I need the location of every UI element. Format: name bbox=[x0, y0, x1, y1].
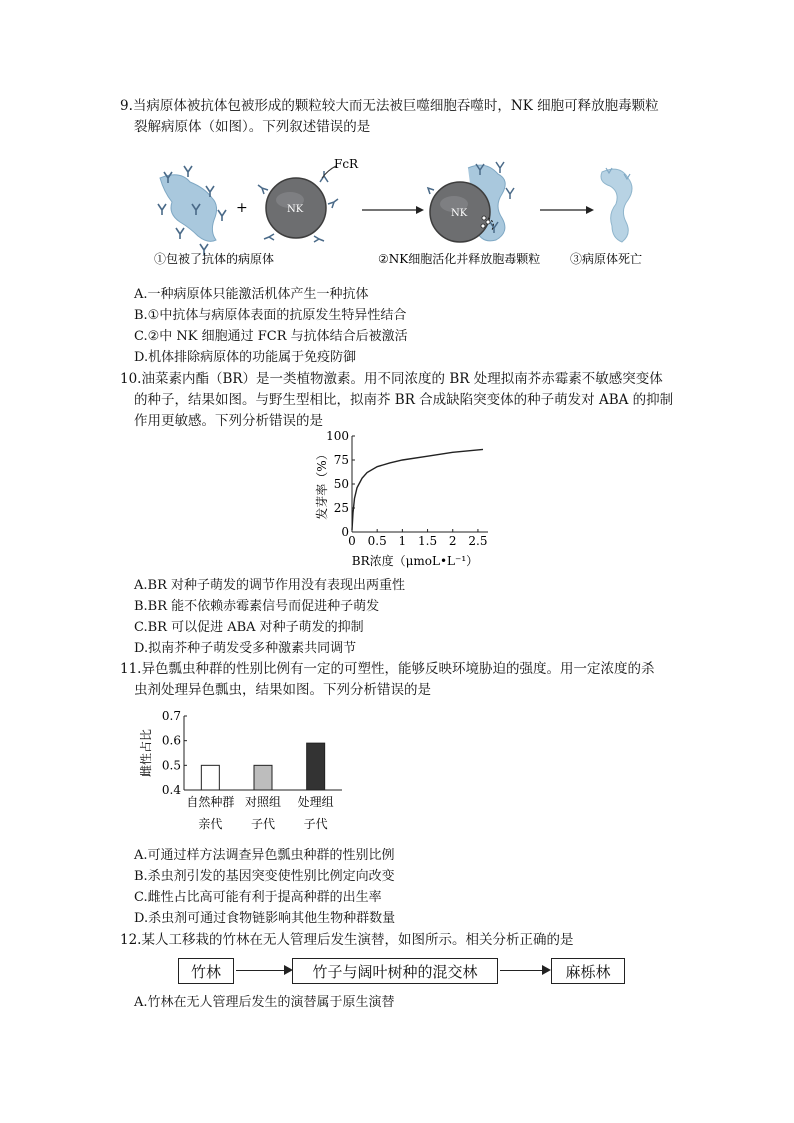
y-axis-label: 雌性占比 bbox=[139, 728, 153, 778]
q9-stem-line2: 裂解病原体（如图）。下列叙述错误的是 bbox=[134, 119, 371, 135]
flow-box-oak-forest: 麻栎林 bbox=[551, 958, 625, 984]
q9-option-a: A.一种病原体只能激活机体产生一种抗体 bbox=[134, 287, 369, 302]
x-tick-label: 1.5 bbox=[418, 534, 438, 548]
q10-option-b: B.BR 能不依赖赤霉素信号而促进种子萌发 bbox=[134, 599, 380, 614]
y-tick-label: 0.4 bbox=[161, 783, 181, 797]
bar bbox=[254, 765, 272, 790]
y-tick-label: 25 bbox=[333, 501, 349, 515]
y-tick-label: 75 bbox=[333, 453, 349, 467]
y-tick-label: 50 bbox=[333, 477, 349, 491]
q9-option-b: B.①中抗体与病原体表面的抗原发生特异性结合 bbox=[134, 308, 407, 323]
x-tick-label: 0 bbox=[348, 534, 356, 548]
y-tick-label: 0.7 bbox=[161, 709, 181, 723]
x-tick-label: 0.5 bbox=[367, 534, 387, 548]
q9-stem-line1: 9.当病原体被抗体包被形成的颗粒较大而无法被巨噬细胞吞噬时，NK 细胞可释放胞毒颗粒 bbox=[120, 98, 659, 114]
figure-caption-2: ②NK细胞活化并释放胞毒颗粒 bbox=[378, 252, 541, 266]
y-tick-label: 0.6 bbox=[161, 733, 181, 748]
q9-option-c: C.②中 NK 细胞通过 FCR 与抗体结合后被激活 bbox=[134, 329, 408, 344]
category-sublabel: 子代 bbox=[303, 817, 328, 831]
plus-sign: + bbox=[236, 200, 248, 216]
q10-stem-line1: 10.油菜素内酯（BR）是一类植物激素。用不同浓度的 BR 处理拟南芥赤霉素不敏感突变体 bbox=[120, 371, 663, 387]
arrow-right-icon bbox=[540, 206, 594, 214]
flow-arrow-line bbox=[236, 970, 286, 971]
category-label: 对照组 bbox=[244, 795, 282, 809]
q11-option-b: B.杀虫剂引发的基因突变使性别比例定向改变 bbox=[134, 869, 395, 884]
y-tick-label: 100 bbox=[326, 429, 349, 443]
category-label: 自然种群 bbox=[186, 795, 235, 809]
q10-stem-line3: 作用更敏感。下列分析错误的是 bbox=[134, 413, 323, 429]
nk-label: NK bbox=[287, 204, 304, 215]
category-label: 处理组 bbox=[297, 795, 334, 809]
category-sublabel: 亲代 bbox=[198, 817, 223, 831]
x-axis-label: BR浓度（μmoL•L⁻¹） bbox=[351, 554, 479, 568]
x-tick-label: 2 bbox=[448, 534, 457, 548]
figure-caption-1: ①包被了抗体的病原体 bbox=[154, 252, 275, 266]
y-tick-label: 0 bbox=[341, 525, 349, 539]
flow-box-mixed-forest: 竹子与阔叶树种的混交林 bbox=[292, 958, 498, 984]
y-tick-label: 0.5 bbox=[161, 758, 181, 773]
q10-option-c: C.BR 可以促进 ABA 对种子萌发的抑制 bbox=[134, 620, 364, 635]
nk-label: NK bbox=[451, 208, 468, 219]
figure-caption-3: ③病原体死亡 bbox=[570, 252, 643, 266]
arrow-right-icon bbox=[362, 206, 424, 214]
germination-rate-chart bbox=[300, 426, 500, 572]
y-axis-label: 发芽率（%） bbox=[315, 448, 329, 520]
q12-stem-line1: 12.某人工移栽的竹林在无人管理后发生演替，如图所示。相关分析正确的是 bbox=[120, 932, 574, 948]
flow-arrow-line bbox=[500, 970, 544, 971]
q11-option-a: A.可通过样方法调查异色瓢虫种群的性别比例 bbox=[134, 848, 395, 863]
q10-option-a: A.BR 对种子萌发的调节作用没有表现出两重性 bbox=[134, 578, 405, 593]
bar bbox=[201, 765, 219, 790]
dead-pathogen bbox=[601, 168, 632, 242]
bar bbox=[307, 743, 325, 790]
q10-option-d: D.拟南芥种子萌发受多种激素共同调节 bbox=[134, 641, 357, 656]
pathogen-coated-antibody bbox=[158, 166, 226, 255]
fcr-label: FcR bbox=[334, 157, 359, 171]
nk-cell bbox=[258, 157, 359, 242]
q11-stem-line1: 11.异色瓢虫种群的性别比例有一定的可塑性，能够反映环境胁迫的强度。用一定浓度的杀 bbox=[120, 661, 655, 677]
q10-stem-line2: 的种子，结果如图。与野生型相比，拟南芥 BR 合成缺陷突变体的种子萌发对 ABA 的抑制 bbox=[134, 392, 674, 408]
x-tick-label: 1 bbox=[398, 534, 407, 548]
q11-stem-line2: 虫剂处理异色瓢虫，结果如图。下列分析错误的是 bbox=[134, 682, 431, 698]
arrow-right-icon bbox=[542, 965, 551, 975]
q11-option-d: D.杀虫剂可通过食物链影响其他生物种群数量 bbox=[134, 911, 396, 926]
q11-option-c: C.雌性占比高可能有利于提高种群的出生率 bbox=[134, 890, 382, 905]
female-ratio-chart bbox=[136, 704, 356, 836]
q9-option-d: D.机体排除病原体的功能属于免疫防御 bbox=[134, 350, 357, 365]
x-tick-label: 2.5 bbox=[468, 534, 488, 548]
series-line bbox=[352, 449, 483, 530]
nk-cell-activated bbox=[428, 162, 514, 242]
category-sublabel: 子代 bbox=[250, 817, 276, 831]
flow-box-bamboo: 竹林 bbox=[178, 958, 234, 984]
q9-figure bbox=[150, 148, 670, 276]
q12-option-a: A.竹林在无人管理后发生的演替属于原生演替 bbox=[134, 995, 395, 1010]
